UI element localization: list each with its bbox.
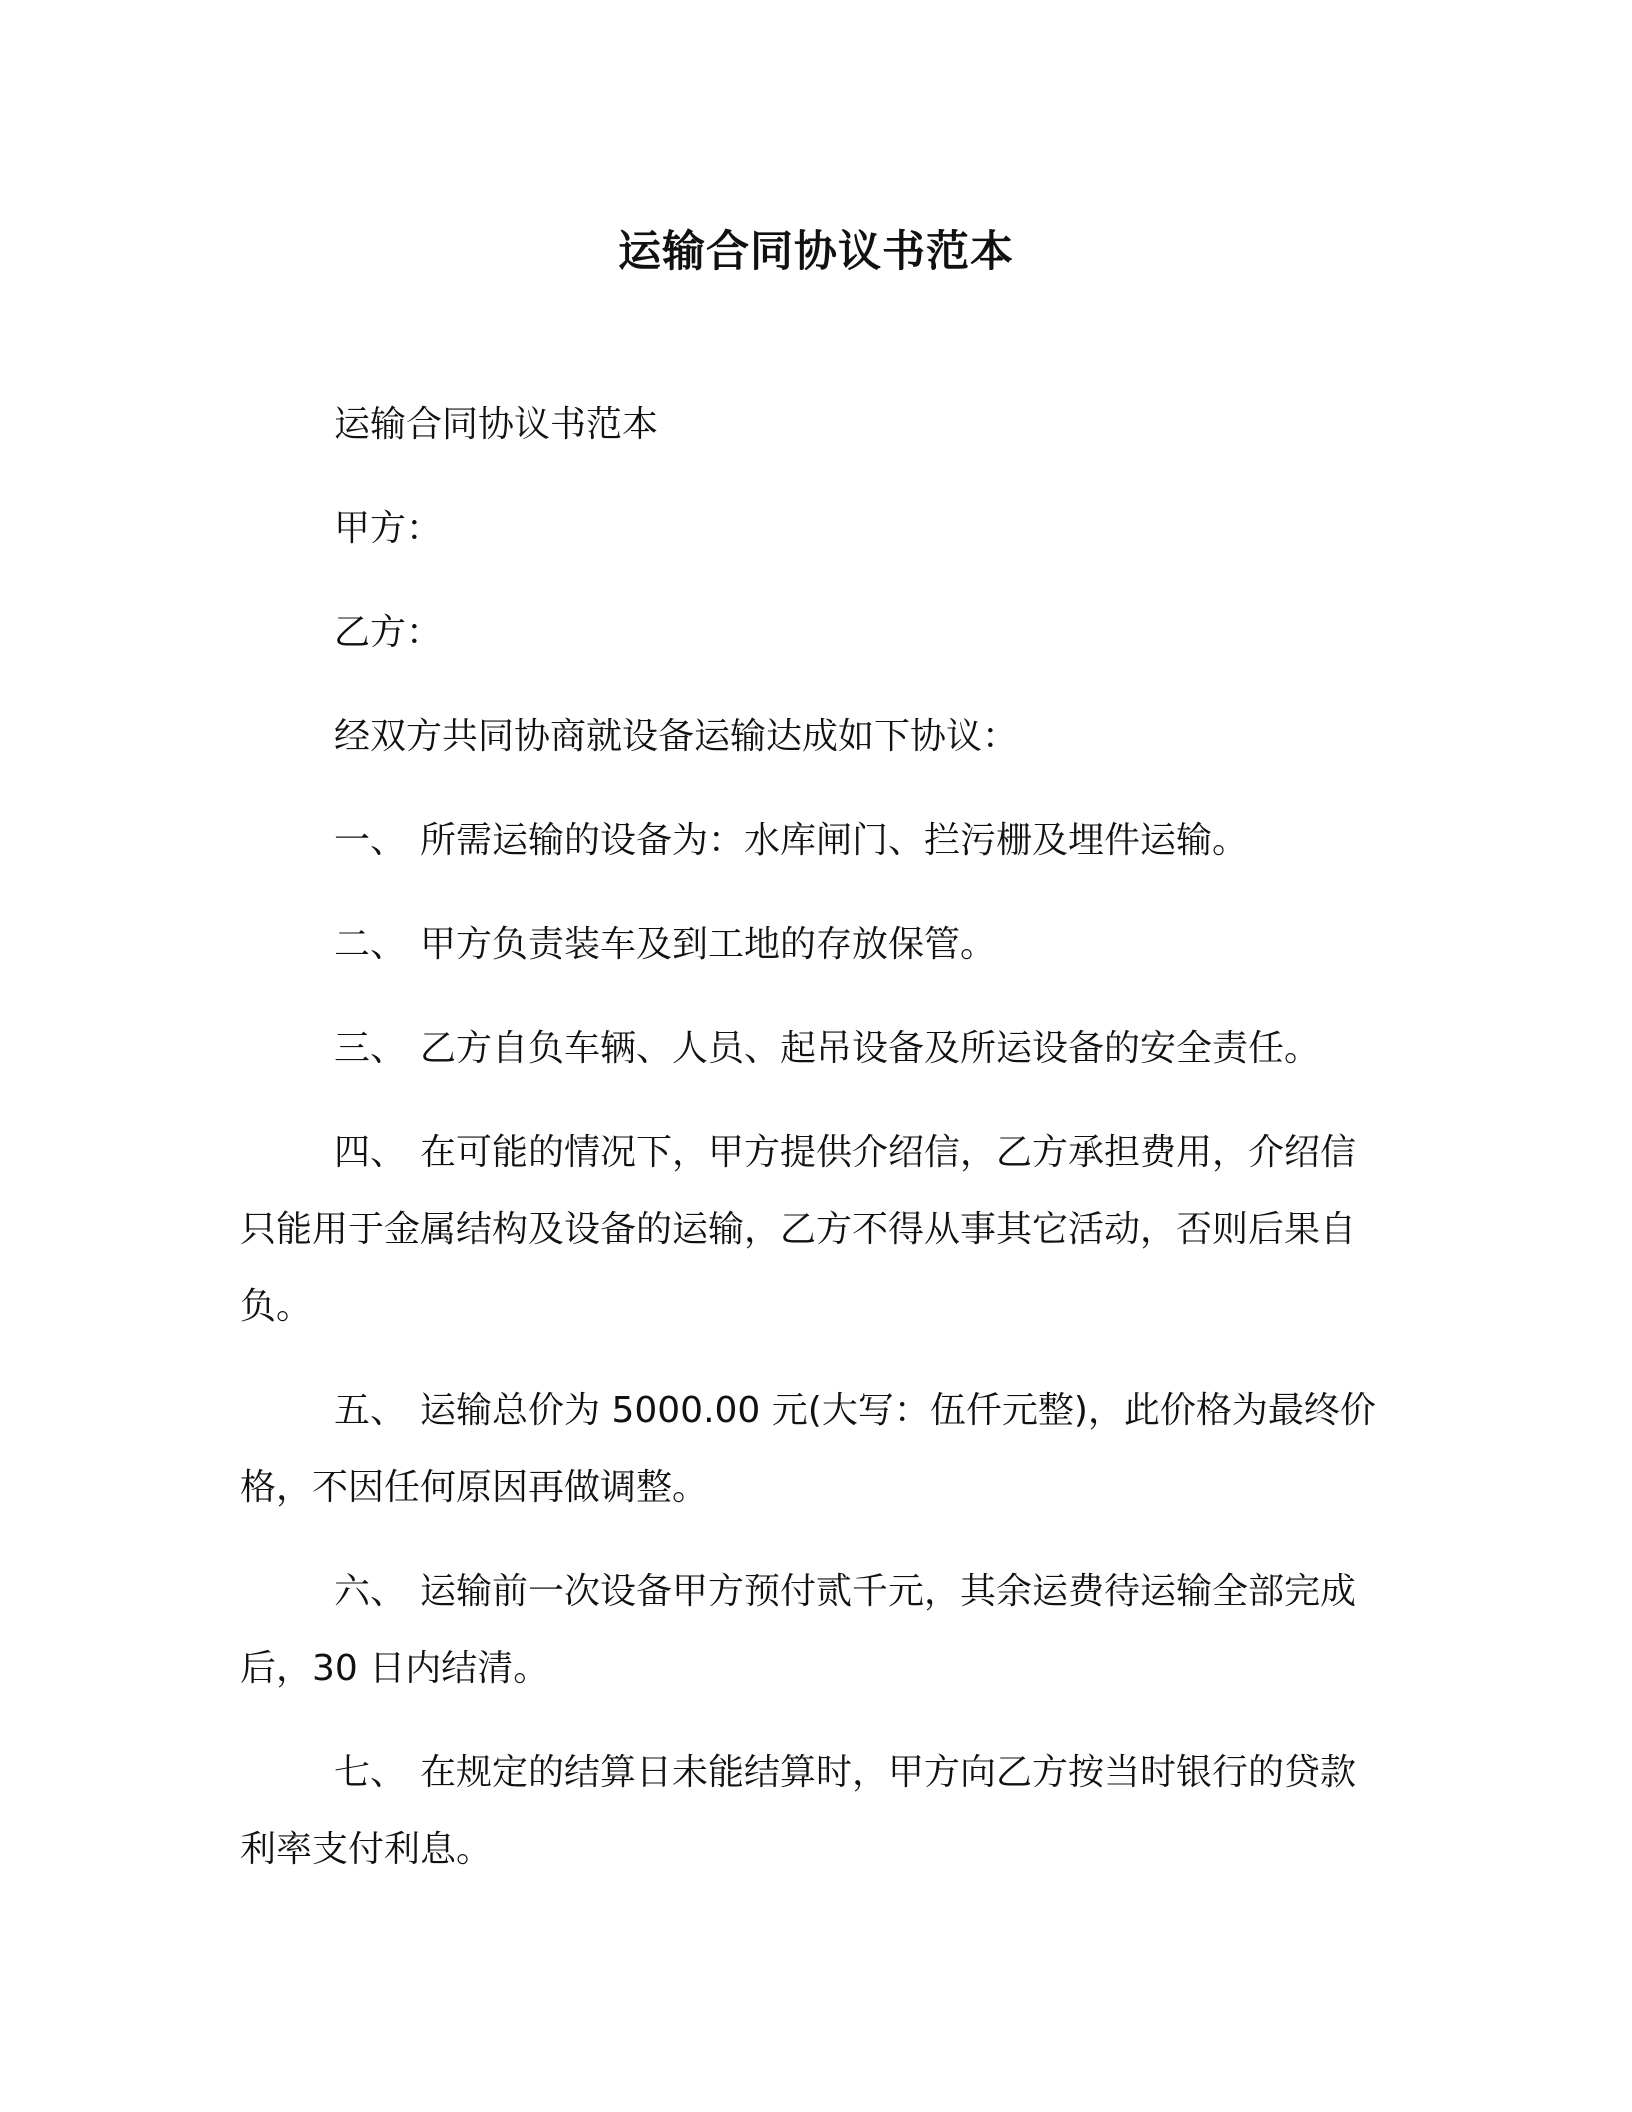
document-title: 运输合同协议书范本 <box>618 227 1014 277</box>
clause-number: 五、 <box>334 1390 407 1431</box>
clause-number: 二、 <box>334 924 407 965</box>
clause-4 <box>240 1114 1392 1345</box>
clause-text: 运输前一次设备甲方预付贰千元，其余运费待运输全部完成后，30 日内结清。 <box>240 1571 1357 1689</box>
paragraph-text: 经双方共同协商就设备运输达成如下协议： <box>334 716 1019 757</box>
clause-text: 乙方自负车辆、人员、起吊设备及所运设备的安全责任。 <box>420 1028 1321 1069</box>
paragraph-text: 甲方： <box>334 508 443 549</box>
paragraph-text: 乙方： <box>334 612 443 653</box>
clause-text: 甲方负责装车及到工地的存放保管。 <box>420 924 997 965</box>
paragraph-party-a <box>240 490 1392 567</box>
clause-number: 三、 <box>334 1028 407 1069</box>
clause-7 <box>240 1734 1392 1888</box>
paragraph-party-b <box>240 594 1392 671</box>
clause-1 <box>240 802 1392 879</box>
document-body <box>240 386 1392 1915</box>
paragraph-heading-repeat <box>240 386 1392 463</box>
paragraph-text: 运输合同协议书范本 <box>334 404 659 445</box>
clause-3 <box>240 1010 1392 1087</box>
clause-6 <box>240 1553 1392 1707</box>
clause-number: 四、 <box>334 1132 407 1173</box>
clause-number: 六、 <box>334 1571 407 1612</box>
clause-number: 一、 <box>334 820 407 861</box>
clause-number: 七、 <box>334 1752 407 1793</box>
clause-text: 运输总价为 5000.00 元(大写：伍仟元整)，此价格为最终价格，不因任何原因再做调整。 <box>240 1390 1376 1508</box>
paragraph-intro <box>240 698 1392 775</box>
clause-text: 所需运输的设备为：水库闸门、拦污栅及埋件运输。 <box>420 820 1249 861</box>
clause-text: 在规定的结算日未能结算时，甲方向乙方按当时银行的贷款利率支付利息。 <box>240 1752 1357 1870</box>
clause-5 <box>240 1372 1392 1526</box>
clause-2 <box>240 906 1392 983</box>
clause-text: 在可能的情况下，甲方提供介绍信，乙方承担费用，介绍信只能用于金属结构及设备的运输，乙方不得从事其它活动，否则后果自负。 <box>240 1132 1357 1327</box>
